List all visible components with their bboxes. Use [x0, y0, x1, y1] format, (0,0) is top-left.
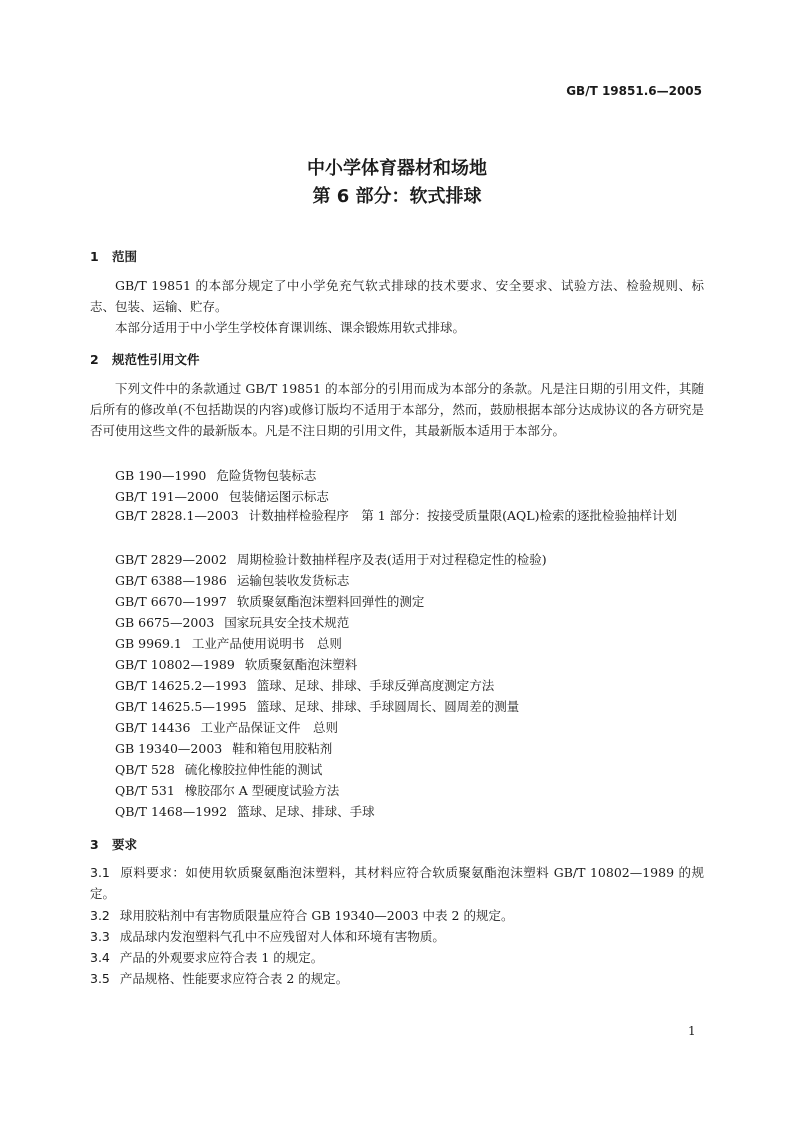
reference-title: 危险货物包装标志: [216, 468, 317, 483]
clause-text: 球用胶粘剂中有害物质限量应符合 GB 19340—2003 中表 2 的规定。: [119, 908, 514, 923]
reference-title: 橡胶邵尔 A 型硬度试验方法: [184, 783, 340, 798]
reference-code: GB 9969.1: [115, 636, 182, 651]
clause-number: 3.5: [90, 971, 110, 986]
reference-code: GB 19340—2003: [115, 741, 223, 756]
section-number: 3: [90, 837, 99, 852]
reference-title: 软质聚氨酯泡沫塑料回弹性的测定: [236, 594, 425, 609]
reference-code: GB 190—1990: [115, 468, 207, 483]
section-title: 规范性引用文件: [112, 352, 200, 367]
clause-number: 3.3: [90, 929, 110, 944]
section-number: 1: [90, 249, 99, 264]
section-heading-requirements: [90, 835, 137, 853]
reference-title: 篮球、足球、排球、手球反弹高度测定方法: [256, 678, 495, 693]
page-number: 1: [688, 1024, 696, 1038]
requirement-clause: [90, 926, 704, 947]
section-number: 2: [90, 352, 99, 367]
section-heading-scope: [90, 247, 137, 265]
requirement-clause: [90, 905, 704, 926]
section-heading-normative-references: [90, 350, 200, 368]
reference-code: GB 6675—2003: [115, 615, 215, 630]
reference-title: 运输包装收发货标志: [236, 573, 350, 588]
reference-item: [115, 571, 349, 589]
reference-title: 工业产品使用说明书 总则: [191, 636, 342, 651]
reference-code: GB/T 10802—1989: [115, 657, 235, 672]
reference-title: 软质聚氨酯泡沫塑料: [244, 657, 358, 672]
section-title: 范围: [112, 249, 138, 264]
reference-item: [115, 592, 424, 610]
reference-item: [115, 655, 357, 673]
reference-item: [115, 739, 332, 757]
section-title: 要求: [112, 837, 138, 852]
reference-item: [115, 802, 375, 820]
reference-code: QB/T 1468—1992: [115, 804, 228, 819]
reference-title: 工业产品保证文件 总则: [200, 720, 338, 735]
reference-code: GB/T 6670—1997: [115, 594, 227, 609]
normative-intro-paragraph: 下列文件中的条款通过 GB/T 19851 的本部分的引用而成为本部分的条款。凡是注日期的引用文件，其随后所有的修改单(不包括勘误的内容)或修订版均不适用于本部分，然而，鼓励根据本部分达成协议的各方研究是否可使用这些文件的最新版本。凡是不注日期的引用文件，其最新版本适用于本部分。: [90, 381, 704, 438]
requirement-clause: [90, 862, 704, 904]
reference-title: 包装储运图示标志: [228, 489, 329, 504]
clause-text: 产品的外观要求应符合表 1 的规定。: [119, 950, 324, 965]
requirement-clause: [90, 947, 704, 968]
document-subtitle: 第 6 部分：软式排球: [312, 186, 482, 207]
reference-item: [115, 718, 338, 736]
reference-item: [115, 634, 342, 652]
standard-code: GB/T 19851.6—2005: [566, 84, 702, 98]
reference-title: 篮球、足球、排球、手球: [237, 804, 375, 819]
clause-text: 原料要求：如使用软质聚氨酯泡沫塑料，其材料应符合软质聚氨酯泡沫塑料 GB/T 10802—1989 的规定。: [90, 865, 704, 901]
reference-code: GB/T 191—2000: [115, 489, 219, 504]
scope-paragraph: GB/T 19851 的本部分规定了中小学免充气软式排球的技术要求、安全要求、试验方法、检验规则、标志、包装、运输、贮存。: [90, 278, 704, 314]
reference-item: [115, 613, 349, 631]
reference-code: GB/T 2829—2002: [115, 552, 227, 567]
reference-code: GB/T 6388—1986: [115, 573, 227, 588]
scope-paragraph: 本部分适用于中小学生学校体育课训练、课余锻炼用软式排球。: [115, 320, 466, 335]
reference-item: [115, 781, 339, 799]
reference-title: 鞋和箱包用胶粘剂: [232, 741, 333, 756]
reference-code: GB/T 14625.5—1995: [115, 699, 247, 714]
clause-number: 3.2: [90, 908, 110, 923]
reference-item: [115, 697, 519, 715]
reference-title: 计数抽样检验程序 第 1 部分：按接受质量限(AQL)检索的逐批检验抽样计划: [248, 508, 677, 523]
reference-item: [115, 550, 547, 568]
reference-item: [115, 760, 322, 778]
reference-code: GB/T 14436: [115, 720, 191, 735]
reference-title: 周期检验计数抽样程序及表(适用于对过程稳定性的检验): [236, 552, 547, 567]
reference-title: 国家玩具安全技术规范: [224, 615, 350, 630]
reference-code: GB/T 2828.1—2003: [115, 508, 239, 523]
clause-text: 成品球内发泡塑料气孔中不应残留对人体和环境有害物质。: [119, 929, 445, 944]
reference-code: GB/T 14625.2—1993: [115, 678, 247, 693]
reference-code: QB/T 528: [115, 762, 175, 777]
requirement-clause: [90, 968, 704, 989]
reference-item: [115, 466, 316, 484]
clause-text: 产品规格、性能要求应符合表 2 的规定。: [119, 971, 349, 986]
clause-number: 3.4: [90, 950, 110, 965]
document-title: 中小学体育器材和场地: [307, 158, 487, 179]
reference-title: 篮球、足球、排球、手球圆周长、圆周差的测量: [256, 699, 520, 714]
clause-number: 3.1: [90, 865, 110, 880]
reference-item: [115, 487, 329, 505]
reference-code: QB/T 531: [115, 783, 175, 798]
reference-item: [90, 505, 704, 526]
reference-item: [115, 676, 494, 694]
reference-title: 硫化橡胶拉伸性能的测试: [184, 762, 323, 777]
